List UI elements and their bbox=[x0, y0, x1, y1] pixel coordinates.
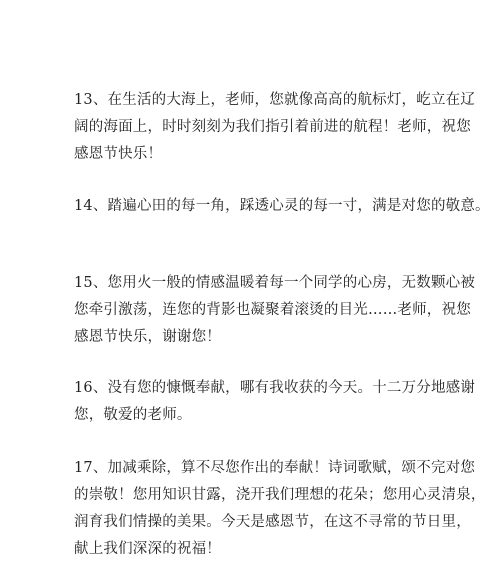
text-line: 感恩节快乐！ bbox=[74, 146, 163, 162]
paragraph-14 bbox=[74, 193, 490, 220]
text-line: 的崇敬！您用知识甘露，浇开我们理想的花朵；您用心灵清泉， bbox=[74, 487, 486, 503]
text-line: 13、在生活的大海上，老师，您就像高高的航标灯，屹立在辽 bbox=[74, 92, 476, 108]
text-line: 16、没有您的慷慨奉献，哪有我收获的今天。十二万分地感谢 bbox=[74, 380, 476, 396]
text-line: 15、您用火一般的情感温暖着每一个同学的心房，无数颗心被 bbox=[74, 275, 476, 291]
text-line: 润育我们情操的美果。今天是感恩节，在这不寻常的节日里， bbox=[74, 514, 471, 530]
paragraph-15 bbox=[74, 270, 475, 351]
paragraph-17 bbox=[74, 455, 486, 563]
text-line: 您牵引激荡，连您的背影也凝聚着滚烫的目光……老师，祝您 bbox=[74, 302, 471, 318]
text-line: 阔的海面上，时时刻刻为我们指引着前进的航程！老师，祝您 bbox=[74, 119, 471, 135]
text-line: 献上我们深深的祝福！ bbox=[74, 541, 221, 557]
paragraph-13 bbox=[74, 87, 475, 168]
paragraph-16 bbox=[74, 375, 475, 429]
text-line: 17、加减乘除，算不尽您作出的奉献！诗词歌赋，颂不完对您 bbox=[74, 460, 476, 476]
text-line: 感恩节快乐，谢谢您！ bbox=[74, 329, 221, 345]
text-line: 您，敬爱的老师。 bbox=[74, 407, 192, 423]
text-line: 14、踏遍心田的每一角，踩透心灵的每一寸，满是对您的敬意。 bbox=[74, 198, 490, 214]
